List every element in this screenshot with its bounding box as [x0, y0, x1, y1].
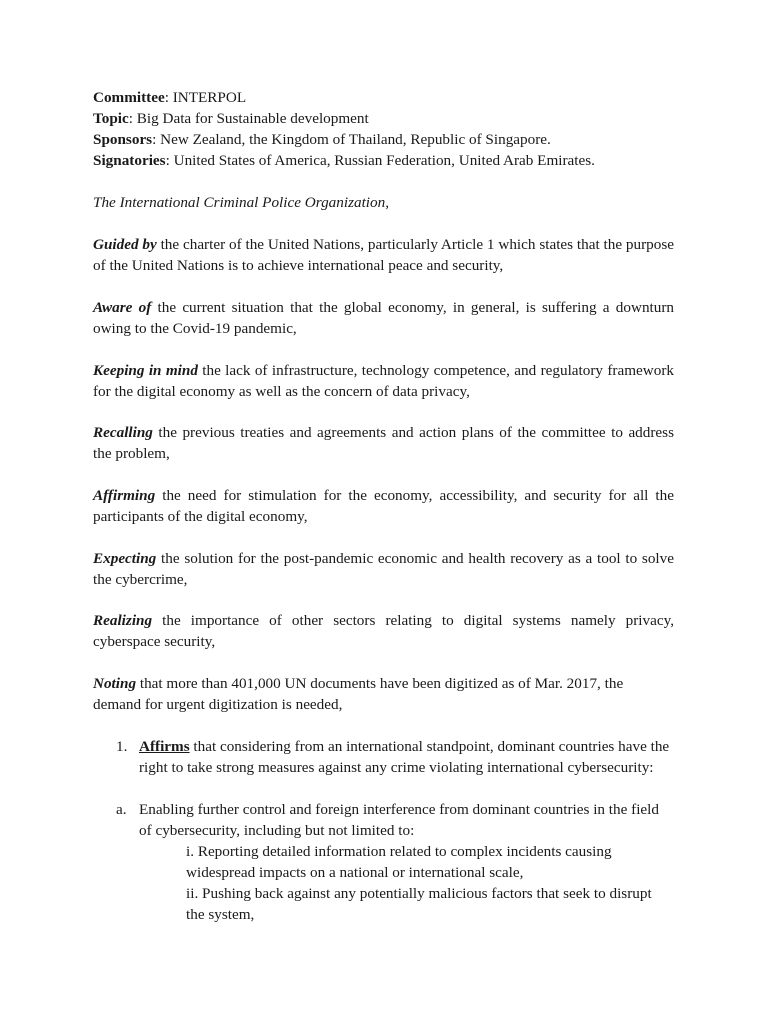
signatories-value: : United States of America, Russian Federation, United Arab Emirates.	[165, 152, 595, 169]
clause-lead: Expecting	[93, 550, 157, 567]
clause-text: the previous treaties and agreements and action plans of the committee to address the problem,	[93, 424, 674, 462]
sponsors-label: Sponsors	[93, 131, 153, 148]
committee-label: Committee	[93, 89, 165, 106]
clause-text: the need for stimulation for the economy, accessibility, and security for all the participants of the digital economy,	[93, 487, 674, 525]
preamble-clause	[93, 673, 659, 715]
preamble-clause	[93, 234, 674, 276]
preamble-clause	[93, 297, 674, 339]
clause-text: the current situation that the global economy, in general, is suffering a downturn owing to the Covid-19 pandemic,	[93, 299, 675, 337]
preamble-clause	[93, 422, 674, 464]
preamble-clause	[93, 548, 674, 590]
operative-text: that considering from an international standpoint, dominant countries have the right to take strong measures against any crime violating international cybersecurity:	[139, 738, 670, 776]
committee-line	[93, 87, 246, 108]
signatories-label: Signatories	[93, 152, 166, 169]
clause-lead: Realizing	[93, 612, 153, 629]
clause-lead: Aware of	[93, 299, 152, 316]
sub-clause-letter: a.	[116, 801, 127, 818]
operative-lead: Affirms	[139, 738, 190, 755]
preamble-clause	[93, 485, 674, 527]
sub-sub-clause-ii: ii. Pushing back against any potentially malicious factors that seek to disrupt the system,	[186, 885, 652, 923]
operative-clause	[139, 736, 679, 778]
operative-number: 1.	[116, 738, 128, 755]
clause-lead: Guided by	[93, 236, 157, 253]
preamble-clause	[93, 610, 674, 652]
sub-sub-clause-i: i. Reporting detailed information related to complex incidents causing widespread impacts on a national or international scale,	[186, 843, 612, 881]
organization-title: The International Criminal Police Organization,	[93, 194, 390, 211]
clause-lead: Recalling	[93, 424, 153, 441]
sub-clause-a: Enabling further control and foreign interference from dominant countries in the field of cybersecurity, including but not limited to:	[139, 801, 659, 839]
signatories-line	[93, 150, 595, 171]
clause-text: the importance of other sectors relating to digital systems namely privacy, cyberspace security,	[93, 612, 674, 650]
sponsors-line	[93, 129, 551, 150]
topic-value: : Big Data for Sustainable development	[128, 110, 369, 127]
clause-text: the lack of infrastructure, technology competence, and regulatory framework for the digital economy as well as the concern of data privacy,	[93, 362, 674, 400]
sponsors-value: : New Zealand, the Kingdom of Thailand, Republic of Singapore.	[152, 131, 551, 148]
clause-lead: Affirming	[93, 487, 156, 504]
topic-label: Topic	[93, 110, 129, 127]
clause-text: the charter of the United Nations, particularly Article 1 which states that the purpose of the United Nations is to achieve international peace and security,	[93, 236, 674, 274]
clause-text: that more than 401,000 UN documents have been digitized as of Mar. 2017, the demand for urgent digitization is needed,	[93, 675, 624, 713]
topic-line	[93, 108, 369, 129]
clause-lead: Noting	[93, 675, 137, 692]
preamble-clause	[93, 360, 674, 402]
committee-value: : INTERPOL	[164, 89, 247, 106]
clause-lead: Keeping in mind	[93, 362, 198, 379]
clause-text: the solution for the post-pandemic economic and health recovery as a tool to solve the cybercrime,	[93, 550, 674, 588]
